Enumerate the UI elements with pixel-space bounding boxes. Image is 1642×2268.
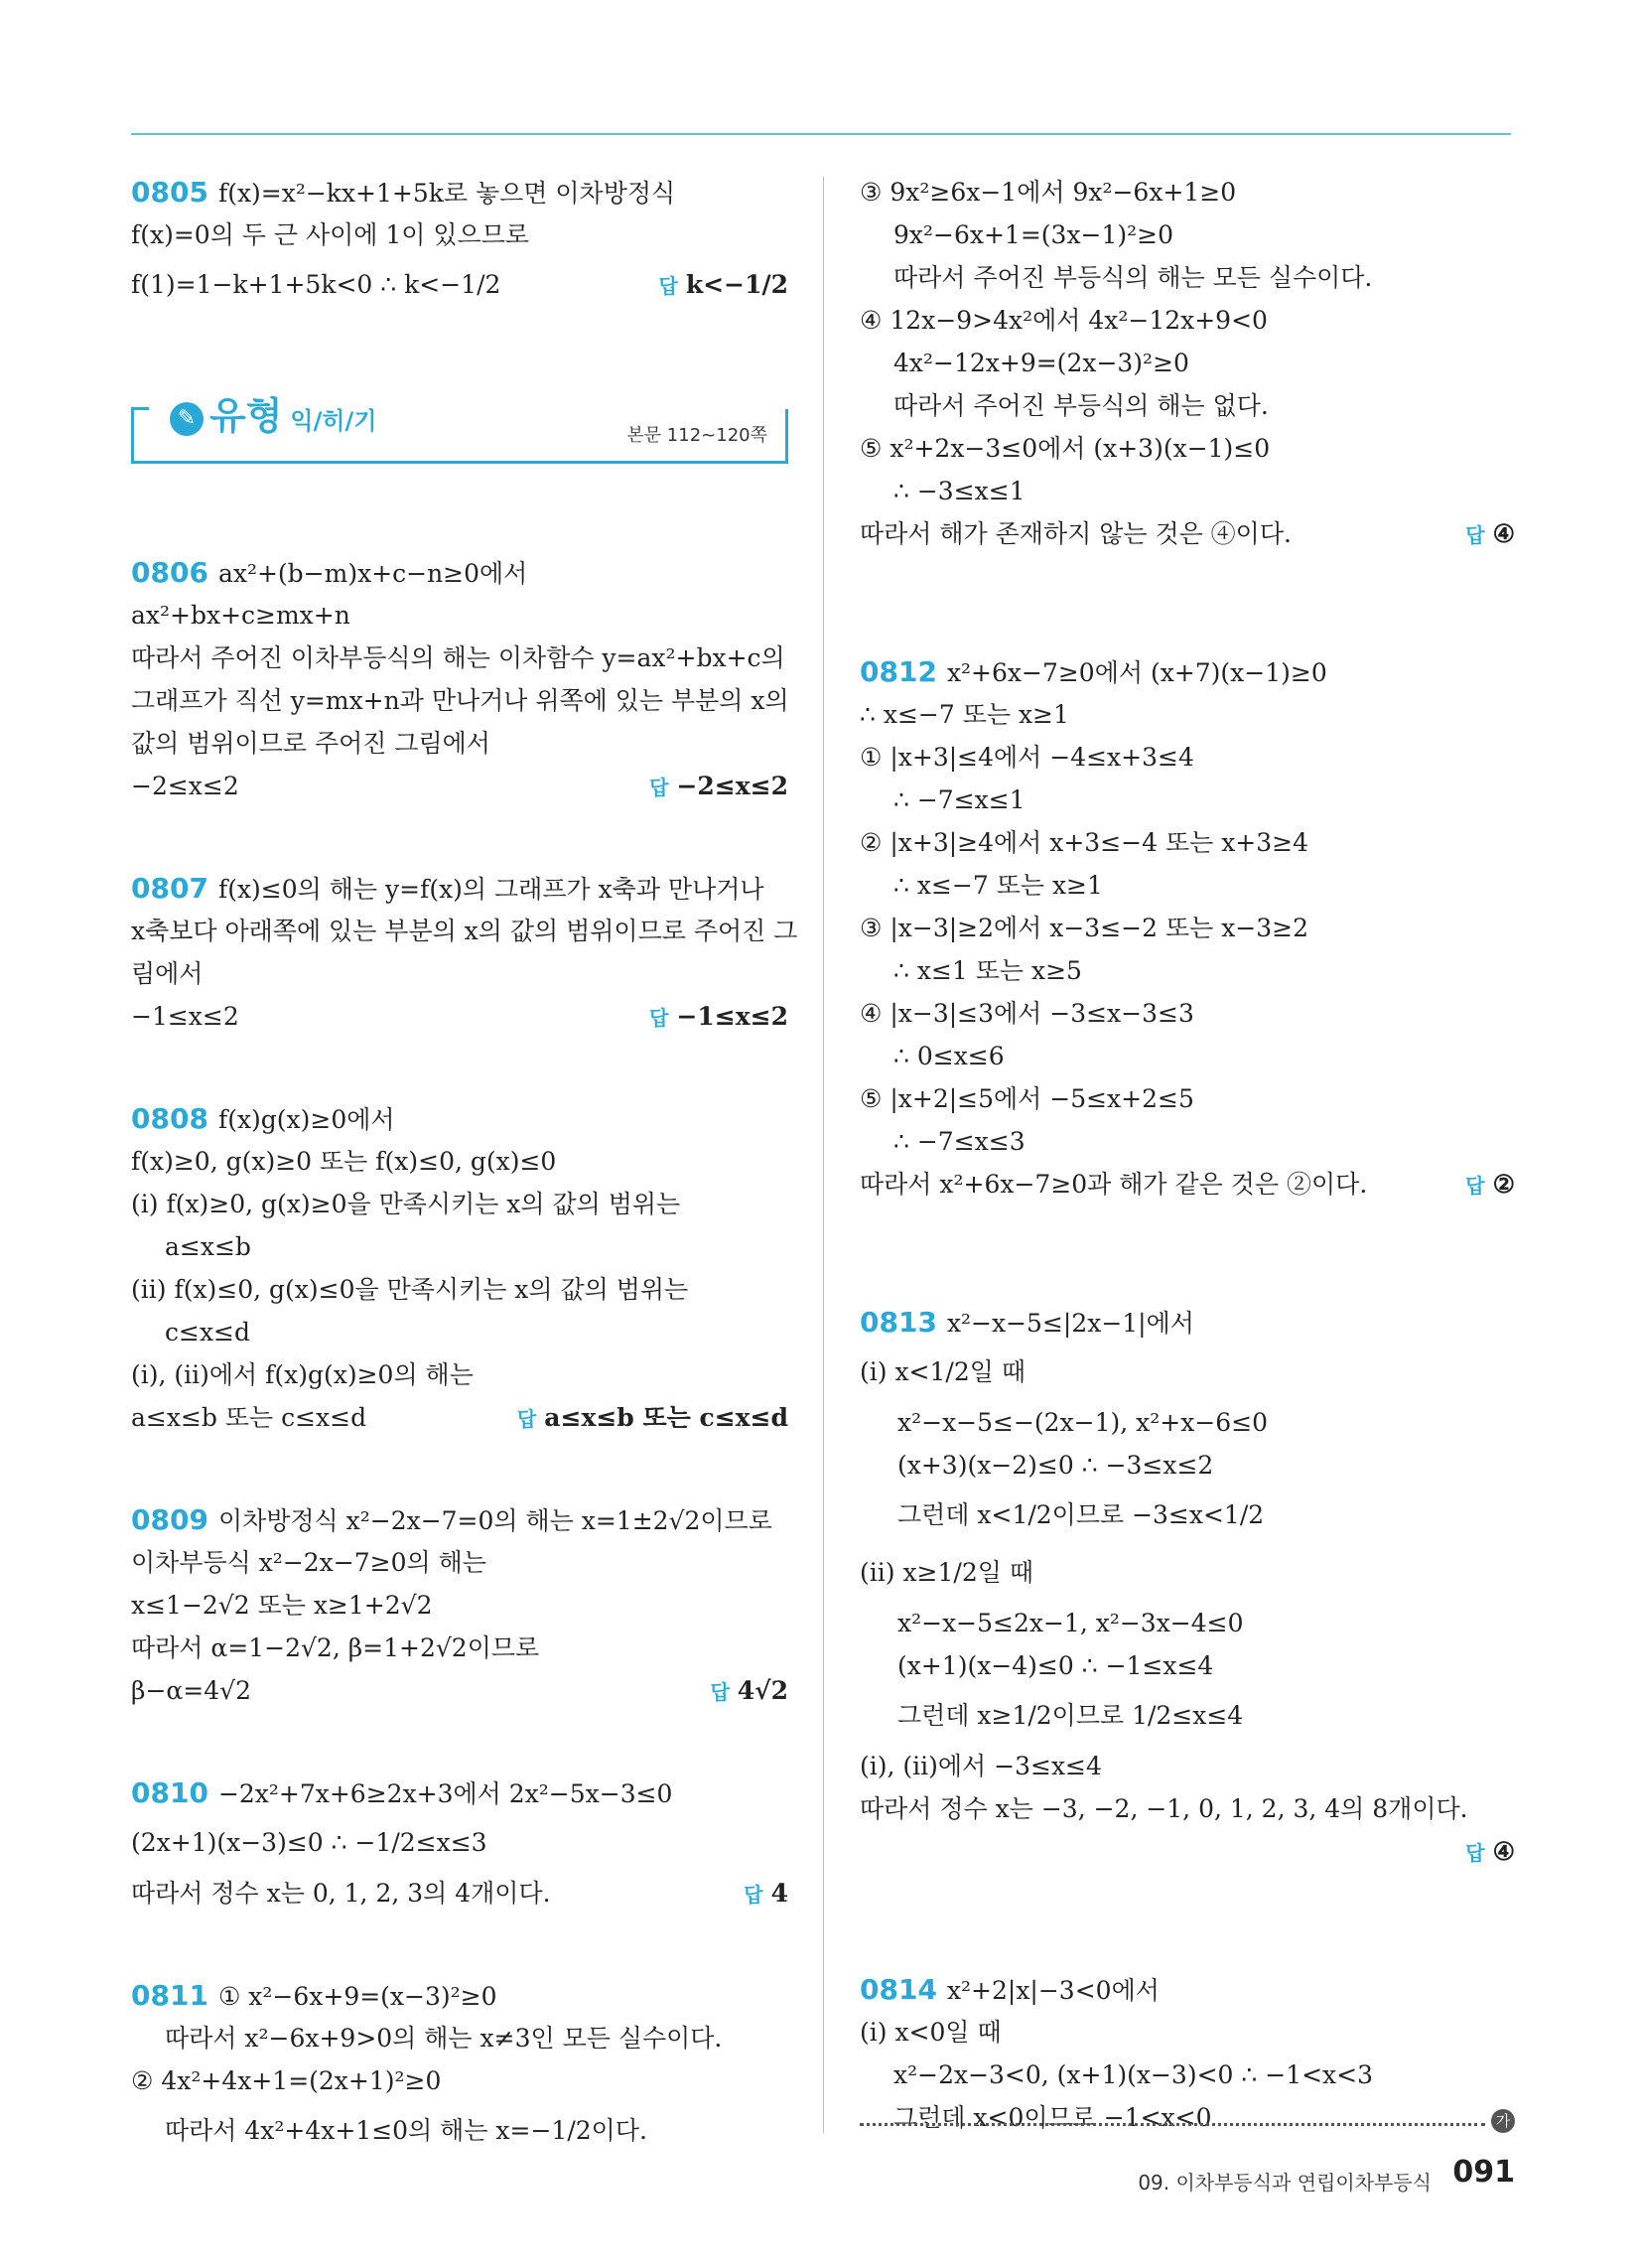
solution-text: ax²+(b−m)x+c−n≥0에서 <box>217 559 528 588</box>
page-number: 091 <box>1452 2155 1515 2190</box>
answer <box>710 1669 788 1714</box>
right-column <box>860 171 1515 2139</box>
solution-text: −2x²+7x+6≥2x+3에서 2x²−5x−3≤0 <box>217 1779 673 1808</box>
solution-text: f(x)=x²−kx+1+5k로 놓으면 이차방정식 <box>217 179 676 208</box>
problem-number: 0811 <box>131 1979 208 2012</box>
solution-text: ∴ x≤−7 또는 x≥1 <box>893 871 1103 900</box>
solution-line <box>860 992 1515 1035</box>
answer-value: a≤x≤b 또는 c≤x≤d <box>544 1403 788 1432</box>
problem-0805 <box>131 171 788 314</box>
problem-0812 <box>860 650 1515 1205</box>
solution-text: ax²+bx+c≥mx+n <box>131 601 350 630</box>
solution-text: ⑤ |x+2|≤5에서 −5≤x+2≤5 <box>860 1084 1194 1113</box>
solution-line <box>131 722 788 765</box>
problem-spacer <box>131 1914 788 1974</box>
solution-text: −1≤x≤2 <box>131 1002 239 1031</box>
solution-text: 따라서 α=1−2√2, β=1+2√2이므로 <box>131 1633 540 1662</box>
solution-text: (i) x<0일 때 <box>860 2018 1002 2047</box>
problem-0806 <box>131 551 788 807</box>
problem-spacer <box>860 1873 1515 1968</box>
solution-text: 림에서 <box>131 959 204 988</box>
problem-number: 0807 <box>131 872 208 905</box>
solution-text: 9x²−6x+1=(3x−1)²≥0 <box>893 220 1174 249</box>
problem-0814 <box>860 1968 1515 2139</box>
pencil-note-icon: ✎ <box>170 402 204 436</box>
answer-label: 답 <box>649 776 669 799</box>
solution-text: 이차부등식 x²−2x−7≥0의 해는 <box>131 1548 486 1577</box>
answer-value: k<−1/2 <box>685 270 788 299</box>
solution-text: 그런데 x≥1/2이므로 1/2≤x≤4 <box>897 1701 1244 1730</box>
problem-number: 0810 <box>131 1776 208 1809</box>
solution-line <box>860 650 1515 693</box>
solution-line <box>860 1035 1515 1077</box>
problem-0811 <box>131 1974 788 2160</box>
answer <box>649 765 788 809</box>
solution-line <box>131 1974 788 2017</box>
solution-line <box>860 949 1515 992</box>
problem-spacer <box>131 1712 788 1772</box>
answer-label: 답 <box>710 1680 730 1704</box>
solution-line <box>860 1487 1515 1544</box>
solution-text: (x+1)(x−4)≤0 ∴ −1≤x≤4 <box>897 1651 1214 1680</box>
solution-text: 따라서 4x²+4x+1≤0의 해는 x=−1/2이다. <box>165 2116 647 2145</box>
solution-line <box>860 736 1515 779</box>
solution-line <box>131 995 788 1038</box>
solution-line <box>860 427 1515 470</box>
problem-number: 0813 <box>860 1306 937 1339</box>
solution-line <box>131 1225 788 1268</box>
solution-line <box>860 1687 1515 1745</box>
solution-line <box>860 342 1515 384</box>
solution-line <box>131 551 788 594</box>
problem-0813 <box>860 1301 1515 1873</box>
answer-value: −1≤x≤2 <box>676 1002 788 1031</box>
solution-text: 그런데 x<0이므로 −1<x<0 <box>893 2103 1212 2132</box>
problem-number: 0809 <box>131 1503 208 1536</box>
problem-spacer <box>860 555 1515 650</box>
solution-text: f(x)=0의 두 근 사이에 1이 있으므로 <box>131 220 530 249</box>
solution-line <box>860 907 1515 949</box>
solution-line <box>860 256 1515 299</box>
problem-number: 0814 <box>860 1973 937 2006</box>
solution-text: c≤x≤d <box>165 1318 250 1347</box>
solution-line <box>131 1872 788 1914</box>
problem-0809 <box>131 1498 788 1712</box>
solution-line <box>860 1344 1515 1401</box>
solution-text: ③ |x−3|≥2에서 x−3≤−2 또는 x−3≥2 <box>860 914 1309 942</box>
solution-line <box>860 1644 1515 1687</box>
solution-text: 이차방정식 x²−2x−7=0의 해는 x=1±2√2이므로 <box>217 1506 772 1535</box>
solution-line <box>131 1541 788 1584</box>
problem-number: 0806 <box>131 556 208 589</box>
solution-line <box>860 1444 1515 1487</box>
section-page-range: 본문 112~120쪽 <box>626 425 767 446</box>
section-title <box>162 385 385 440</box>
solution-text: x²−x−5≤|2x−1|에서 <box>946 1309 1194 1338</box>
answer-label: 답 <box>649 1006 669 1030</box>
solution-line <box>131 765 788 807</box>
solution-line <box>860 1077 1515 1120</box>
solution-text: f(x)≥0, g(x)≥0 또는 f(x)≤0, g(x)≤0 <box>131 1147 557 1176</box>
solution-line <box>860 864 1515 907</box>
solution-text: 따라서 x²−6x+9>0의 해는 x≠3인 모든 실수이다. <box>165 2024 723 2053</box>
solution-line <box>131 594 788 637</box>
solution-line <box>131 952 788 995</box>
solution-text: 그런데 x<1/2이므로 −3≤x<1/2 <box>897 1500 1265 1529</box>
solution-text: ∴ −3≤x≤1 <box>893 477 1026 505</box>
solution-text: ∴ x≤1 또는 x≥5 <box>893 956 1082 985</box>
solution-text: x²+2|x|−3<0에서 <box>946 1976 1160 2005</box>
solution-text: 그래프가 직선 y=mx+n과 만나거나 위쪽에 있는 부분의 x의 <box>131 686 789 715</box>
answer <box>517 1396 788 1441</box>
problem-spacer <box>131 807 788 867</box>
solution-text: ④ 12x−9>4x²에서 4x²−12x+9<0 <box>860 306 1268 335</box>
footer-dotted-rule <box>860 2123 1485 2126</box>
solution-line <box>860 384 1515 427</box>
solution-text: 따라서 주어진 부등식의 해는 모든 실수이다. <box>893 263 1373 292</box>
solution-text: 따라서 정수 x는 0, 1, 2, 3의 4개이다. <box>131 1879 551 1908</box>
section-subtitle: 익/히/기 <box>290 407 377 435</box>
solution-line <box>860 171 1515 213</box>
problem-spacer <box>860 1205 1515 1301</box>
left-column <box>131 171 798 2160</box>
footer-badge: 가 <box>1491 2109 1515 2133</box>
solution-line <box>131 1097 788 1140</box>
answer <box>1465 512 1515 557</box>
solution-line <box>860 1301 1515 1344</box>
solution-line <box>860 213 1515 256</box>
solution-text: f(1)=1−k+1+5k<0 ∴ k<−1/2 <box>131 270 501 299</box>
solution-text: x²−2x−3<0, (x+1)(x−3)<0 ∴ −1<x<3 <box>893 2060 1373 2089</box>
solution-line <box>131 1772 788 1814</box>
answer-label: 답 <box>1465 1174 1485 1198</box>
solution-line <box>131 171 788 213</box>
solution-line <box>860 1602 1515 1644</box>
solution-text: (i), (ii)에서 f(x)g(x)≥0의 해는 <box>131 1360 474 1389</box>
solution-text: ∴ x≤−7 또는 x≥1 <box>860 700 1069 729</box>
solution-line <box>860 299 1515 342</box>
solution-text: 따라서 주어진 부등식의 해는 없다. <box>893 391 1269 420</box>
answer-label: 답 <box>1465 1841 1485 1865</box>
solution-line <box>131 867 788 910</box>
solution-text: 값의 범위이므로 주어진 그림에서 <box>131 729 490 758</box>
solution-line <box>131 2102 788 2160</box>
solution-line <box>860 2096 1515 2139</box>
solution-line <box>860 1163 1515 1205</box>
answer-value: ④ <box>1492 519 1515 548</box>
solution-text: ∴ −7≤x≤3 <box>893 1127 1026 1156</box>
solution-text: 따라서 주어진 이차부등식의 해는 이차함수 y=ax²+bx+c의 <box>131 643 785 672</box>
problem-continued <box>860 171 1515 555</box>
solution-text: β−α=4√2 <box>131 1676 251 1705</box>
problem-spacer <box>131 492 788 551</box>
solution-line <box>860 821 1515 864</box>
solution-text: −2≤x≤2 <box>131 772 239 800</box>
solution-line <box>131 2017 788 2059</box>
problem-0810 <box>131 1772 788 1914</box>
answer <box>1465 1837 1515 1866</box>
solution-line <box>860 1745 1515 1787</box>
answer <box>744 1872 788 1916</box>
problem-0808 <box>131 1097 788 1439</box>
solution-text: x²−x−5≤2x−1, x²−3x−4≤0 <box>897 1609 1244 1637</box>
solution-line <box>860 1544 1515 1602</box>
column-divider <box>823 177 824 2133</box>
top-rule <box>131 133 1511 135</box>
answer-label: 답 <box>658 274 678 298</box>
solution-text: ② |x+3|≥4에서 x+3≤−4 또는 x+3≥4 <box>860 828 1309 857</box>
answer-value: 4√2 <box>737 1676 788 1705</box>
solution-text: a≤x≤b <box>165 1232 251 1261</box>
problem-0807 <box>131 867 798 1038</box>
answer-value: ④ <box>1492 1837 1515 1866</box>
answer-value: ② <box>1492 1170 1515 1199</box>
answer <box>659 256 788 315</box>
solution-line <box>860 470 1515 512</box>
problem-number: 0812 <box>860 655 937 688</box>
solution-text: (i) x<1/2일 때 <box>860 1357 1026 1386</box>
solution-text: a≤x≤b 또는 c≤x≤d <box>131 1403 367 1432</box>
solution-text: ⑤ x²+2x−3≤0에서 (x+3)(x−1)≤0 <box>860 434 1271 463</box>
solution-text: (x+3)(x−2)≤0 ∴ −3≤x≤2 <box>897 1451 1214 1480</box>
solution-line <box>131 1584 788 1627</box>
solution-text: f(x)g(x)≥0에서 <box>217 1105 395 1134</box>
solution-text: ② 4x²+4x+1=(2x+1)²≥0 <box>131 2066 442 2095</box>
problem-spacer <box>131 1439 788 1498</box>
solution-line <box>131 256 788 314</box>
solution-text: ① |x+3|≤4에서 −4≤x+3≤4 <box>860 743 1194 772</box>
solution-text: ∴ −7≤x≤1 <box>893 785 1026 814</box>
solution-line <box>860 1401 1515 1444</box>
solution-line <box>131 1814 788 1872</box>
solution-text: (i) f(x)≥0, g(x)≥0을 만족시키는 x의 값의 범위는 <box>131 1190 681 1218</box>
solution-text: ③ 9x²≥6x−1에서 9x²−6x+1≥0 <box>860 178 1237 207</box>
section-title-text: 유형 <box>209 394 283 438</box>
solution-text: (i), (ii)에서 −3≤x≤4 <box>860 1752 1102 1780</box>
solution-text: ① x²−6x+9=(x−3)²≥0 <box>217 1982 497 2011</box>
problem-spacer <box>131 1038 788 1097</box>
solution-text: (2x+1)(x−3)≤0 ∴ −1/2≤x≤3 <box>131 1828 487 1857</box>
solution-line <box>131 1627 788 1669</box>
solution-text: 따라서 해가 존재하지 않는 것은 ④이다. <box>860 519 1292 548</box>
solution-text: x≤1−2√2 또는 x≥1+2√2 <box>131 1591 433 1620</box>
solution-line <box>860 512 1515 555</box>
answer-value: −2≤x≤2 <box>676 772 788 800</box>
footer-chapter-title: 09. 이차부등식과 연립이차부등식 <box>1138 2171 1432 2195</box>
solution-text: (ii) f(x)≤0, g(x)≤0을 만족시키는 x의 값의 범위는 <box>131 1275 689 1304</box>
answer-label: 답 <box>744 1883 763 1907</box>
solution-text: x²−x−5≤−(2x−1), x²+x−6≤0 <box>897 1408 1269 1437</box>
solution-line <box>131 2059 788 2102</box>
problem-number: 0808 <box>131 1102 208 1135</box>
solution-line <box>860 2054 1515 2096</box>
solution-text: (ii) x≥1/2일 때 <box>860 1558 1033 1587</box>
solution-line <box>131 1268 788 1311</box>
solution-line <box>860 1830 1515 1873</box>
solution-line <box>131 637 788 679</box>
solution-line <box>131 1669 788 1712</box>
solution-line <box>131 213 788 256</box>
solution-line <box>860 693 1515 736</box>
solution-line <box>860 1120 1515 1163</box>
solution-line <box>131 1353 788 1396</box>
solution-text: 따라서 x²+6x−7≥0과 해가 같은 것은 ②이다. <box>860 1170 1368 1199</box>
answer-label: 답 <box>1465 523 1485 547</box>
answer-value: 4 <box>770 1879 788 1908</box>
solution-text: f(x)≤0의 해는 y=f(x)의 그래프가 x축과 만나거나 <box>217 875 764 904</box>
solution-text: x축보다 아래쪽에 있는 부분의 x의 값의 범위이므로 주어진 그 <box>131 917 798 945</box>
solution-line <box>860 1787 1515 1830</box>
solution-text: ∴ 0≤x≤6 <box>893 1042 1005 1070</box>
solution-line <box>860 779 1515 821</box>
solution-line <box>131 1396 788 1439</box>
solution-line <box>131 910 798 952</box>
solution-text: 4x²−12x+9=(2x−3)²≥0 <box>893 349 1189 377</box>
section-header-box <box>131 394 788 464</box>
solution-line <box>860 2011 1515 2054</box>
solution-line <box>131 1498 788 1541</box>
problem-number: 0805 <box>131 176 208 209</box>
solution-text: ④ |x−3|≤3에서 −3≤x−3≤3 <box>860 999 1194 1028</box>
solution-line <box>860 1968 1515 2011</box>
solution-line <box>131 1140 788 1183</box>
answer <box>1465 1163 1515 1207</box>
solution-line <box>131 679 788 722</box>
answer-label: 답 <box>516 1407 537 1431</box>
solution-line <box>131 1183 788 1225</box>
solution-text: x²+6x−7≥0에서 (x+7)(x−1)≥0 <box>946 658 1327 687</box>
solution-line <box>131 1311 788 1353</box>
solution-text: 따라서 정수 x는 −3, −2, −1, 0, 1, 2, 3, 4의 8개이다. <box>860 1794 1468 1823</box>
answer <box>649 995 788 1040</box>
